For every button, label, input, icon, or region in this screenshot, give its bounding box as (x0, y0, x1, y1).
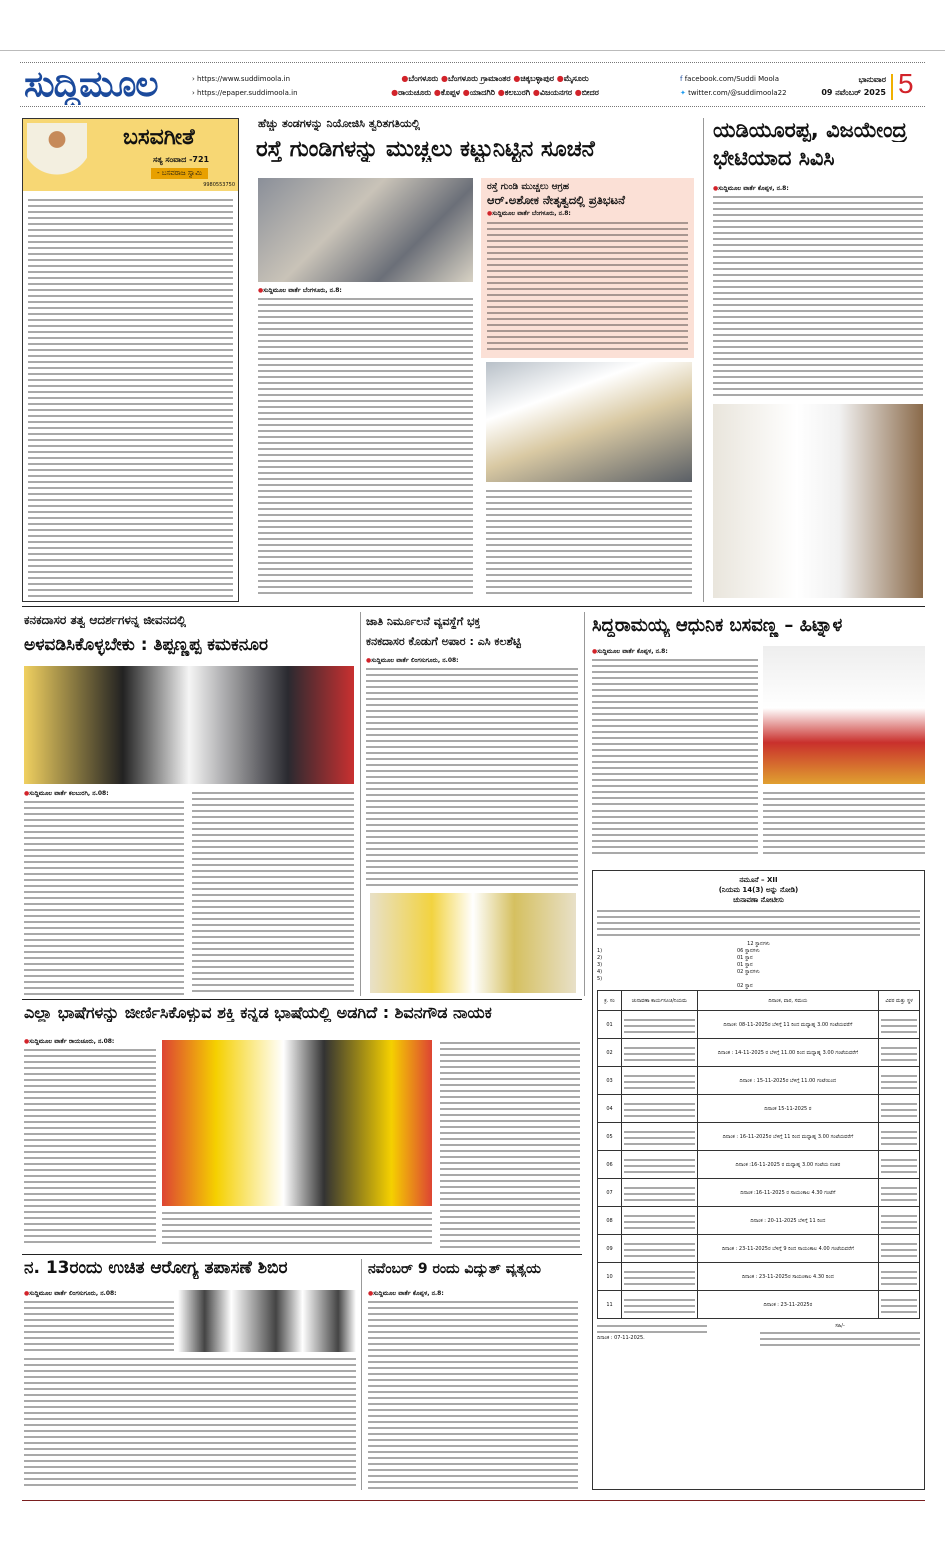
table-row (598, 1039, 920, 1067)
column-title: ಬಸವಗೀತೆ (123, 125, 195, 150)
signatory (760, 1330, 920, 1350)
facebook-icon: f (680, 75, 683, 83)
place-cell (879, 1151, 920, 1179)
column-body (28, 197, 233, 597)
row-number: 09 (598, 1235, 622, 1263)
dateline: ●ಸುದ್ದಿಮೂಲ ವಾರ್ತೆ ಲಿಂಗಸುಗೂರು, ನ.08: (24, 1290, 117, 1297)
seat-row (597, 983, 920, 990)
place-cell (879, 1123, 920, 1151)
date-cell: ದಿನಾಂಕ : 16-11-2025ರ ಬೆಳಿಗ್ಗೆ 11 ರಿಂದ ಮಧ್ಯಾಹ್ನ 3.00 ಗಂಟೆಯವರೆಗೆ (697, 1123, 879, 1151)
story-headline: ಎಲ್ಲಾ ಭಾಷೆಗಳನ್ನು ಜೀರ್ಣಿಸಿಕೊಳ್ಳುವ ಶಕ್ತಿ ಕನ್ನಡ ಭಾಷೆಯಲ್ಲಿ ಅಡಗಿದೆ : ಶಿವನಗೌಡ ನಾಯಕ (24, 1004, 492, 1022)
date-cell: ದಿನಾಂಕ :16-11-2025 ರ ಸಾಯಂಕಾಲ 4.30 ಗಂಟೆಗೆ (697, 1179, 879, 1207)
row-number: 10 (598, 1263, 622, 1291)
header-rule (20, 106, 925, 107)
story-body (592, 808, 758, 856)
column-divider (703, 118, 704, 602)
event-photo (162, 1040, 432, 1206)
row-number: 04 (598, 1095, 622, 1123)
section-rule (22, 1254, 582, 1255)
website-link[interactable]: › https://www.suddimoola.in (192, 75, 291, 83)
date-cell: ದಿನಾಂಕ : 20-11-2025 ಬೆಳಿಗ್ಗೆ 11 ರಿಂದ (697, 1207, 879, 1235)
crop-line (0, 50, 945, 51)
story-headline: ಭೇಟಿಯಾದ ಸಿವಿಸಿ (713, 146, 835, 170)
date-cell: ದಿನಾಂಕ : 23-11-2025ರ ಬೆಳಿಗ್ಗೆ 9 ರಿಂದ ಸಾಯಂಕಾಲ 4.00 ಗಂಟೆಯವರೆಗೆ (697, 1235, 879, 1263)
doctor-photos (178, 1290, 356, 1352)
agenda-cell (622, 1067, 698, 1095)
seat-category (597, 983, 737, 990)
column-header: ಚುನಾವಣಾ ಕಾರ್ಯಸೂಚಿ/ನಿಯಮ (622, 991, 698, 1011)
row-number: 01 (598, 1011, 622, 1039)
agenda-cell (622, 1291, 698, 1319)
agenda-cell (622, 1235, 698, 1263)
table-row (598, 1291, 920, 1319)
event-photo (370, 893, 576, 993)
seat-row (597, 976, 920, 983)
column-divider (584, 612, 585, 996)
seat-count: 02 ಸ್ಥಾನ (737, 983, 753, 989)
table-row (598, 1263, 920, 1291)
header-rule (20, 62, 925, 63)
story-headline: ನವೆಂಬರ್ 9 ರಂದು ವಿದ್ಯುತ್ ವ್ಯತ್ಯಯ (368, 1261, 541, 1277)
dateline: ●ಸುದ್ದಿಮೂಲ ವಾರ್ತೆ ಬೆಂಗಳೂರು, ನ.8: (487, 209, 571, 217)
story-body (713, 194, 923, 399)
story-body (24, 1356, 356, 1490)
schedule-table (597, 990, 920, 1319)
website-links (192, 72, 298, 100)
date-cell: ದಿನಾಂಕ 15-11-2025 ರ (697, 1095, 879, 1123)
story-body (486, 488, 692, 596)
table-row (598, 1235, 920, 1263)
seat-category: 2) (597, 955, 603, 961)
sidebar-story-box (481, 178, 694, 358)
place-cell (879, 1039, 920, 1067)
story-headline: ಅಳವಡಿಸಿಕೊಳ್ಳಬೇಕು : ತಿಪ್ಪಣ್ಣಪ್ಪ ಕಮಕನೂರ (24, 636, 268, 655)
event-photo (24, 666, 354, 784)
story-kicker: ಕನಕದಾಸರ ತತ್ವ ಆದರ್ಶಗಳನ್ನ ಜೀವನದಲ್ಲಿ (24, 614, 187, 627)
seat-count: 06 ಸ್ಥಾನಗಳು (737, 948, 760, 954)
story-body (24, 799, 184, 995)
facebook-link[interactable]: f facebook.com/Suddi Moola (680, 75, 779, 83)
story-body (366, 666, 578, 888)
place-cell (879, 1067, 920, 1095)
protest-photo (486, 362, 692, 482)
story-headline: ನ. 13ರಂದು ಉಚಿತ ಆರೋಗ್ಯ ತಪಾಸಣೆ ಶಿಬಿರ (24, 1259, 288, 1278)
table-row (598, 1179, 920, 1207)
story-kicker: ಹೆಚ್ಚು ತಂಡಗಳನ್ನು ನಿಯೋಜಿಸಿ ತ್ವರಿತಗತಿಯಲ್ಲಿ (258, 118, 421, 130)
story-body (440, 1040, 580, 1248)
story-body (24, 1299, 174, 1351)
election-notice (592, 870, 925, 1490)
notice-place (597, 1323, 707, 1335)
date-cell: ದಿನಾಂಕ : 23-11-2025ರ ಸಾಯಂಕಾಲ 4.30 ರಿಂದ (697, 1263, 879, 1291)
seat-row (597, 955, 920, 962)
table-row (598, 1095, 920, 1123)
dateline: ●ಸುದ್ದಿಮೂಲ ವಾರ್ತೆ ಕೊಪ್ಪಳ, ನ.8: (713, 185, 789, 192)
epaper-link[interactable]: › https://epaper.suddimoola.in (192, 89, 298, 97)
seat-category: 4) (597, 969, 603, 975)
table-row (598, 1123, 920, 1151)
story-headline: ಯಡಿಯೂರಪ್ಪ, ವಿಜಯೇಂದ್ರ (713, 118, 907, 142)
seat-count: 01 ಸ್ಥಾನ (737, 962, 753, 968)
story-body (487, 220, 688, 350)
row-number: 06 (598, 1151, 622, 1179)
row-number: 07 (598, 1179, 622, 1207)
story-body (763, 790, 925, 856)
place-cell (879, 1263, 920, 1291)
page-number: 5 (898, 68, 914, 99)
row-number: 11 (598, 1291, 622, 1319)
agenda-cell (622, 1011, 698, 1039)
dateline: ●ಸುದ್ದಿಮೂಲ ವಾರ್ತೆ ರಾಯಚೂರು, ನ.08: (24, 1038, 115, 1045)
seats-total: 12 ಸ್ಥಾನಗಳು (747, 941, 770, 947)
section-rule (22, 606, 925, 607)
dateline: ●ಸುದ್ದಿಮೂಲ ವಾರ್ತೆ ಕೊಪ್ಪಳ, ನ.8: (368, 1290, 444, 1297)
dateline: ●ಸುದ್ದಿಮೂಲ ವಾರ್ತೆ ಕೊಪ್ಪಳ, ನ.8: (592, 648, 668, 655)
story-body (368, 1299, 578, 1490)
place-cell (879, 1179, 920, 1207)
agenda-cell (622, 1123, 698, 1151)
notice-title: ನಮೂನೆ – XII (739, 876, 778, 884)
story-headline: ಕನಕದಾಸರ ಕೊಡುಗೆ ಅಪಾರ : ಎಸಿ ಕಲಶೆಟ್ಟಿ (366, 636, 521, 648)
notice-subtitle: (ನಿಯಮ 14(3) ಅನ್ನು ನೋಡಿ) (718, 886, 799, 894)
story-body (24, 1047, 156, 1247)
column-subtitle: ಸತ್ಯ ಸಂವಾದ -721 (153, 155, 210, 164)
story-photo (258, 178, 473, 282)
story-body (192, 790, 354, 995)
agenda-cell (622, 1179, 698, 1207)
agenda-cell (622, 1207, 698, 1235)
story-body (592, 657, 758, 805)
place-cell (879, 1235, 920, 1263)
author-illustration (27, 123, 87, 189)
divider (891, 74, 893, 100)
column-header: ಕ್ರ. ಸಂ (598, 991, 622, 1011)
story-headline: ರಸ್ತೆ ಗುಂಡಿಗಳನ್ನು ಮುಚ್ಚಲು ಕಟ್ಟುನಿಟ್ಟಿನ ಸೂಚನೆ (256, 137, 595, 162)
footer-rule (22, 1500, 925, 1501)
table-row (598, 1151, 920, 1179)
speaker-photo (763, 646, 925, 784)
table-row (598, 1011, 920, 1039)
column-divider (360, 612, 361, 996)
basava-column (22, 118, 239, 602)
seat-category: 1) (597, 948, 603, 954)
section-rule (22, 999, 582, 1000)
issue-date: ಭಾನುವಾರ 09 ನವೆಂಬರ್ 2025 (821, 75, 886, 97)
masthead-logo: ಸುದ್ದಿಮೂಲ (24, 64, 158, 105)
date-cell: ದಿನಾಂಕ : 14-11-2025 ರ ಬೆಳಿಗ್ಗೆ 11.00 ರಿಂದ ಮಧ್ಯಾಹ್ನ 3.00 ಗಂಟೆಯವರೆಗೆ (697, 1039, 879, 1067)
place-cell (879, 1291, 920, 1319)
place-cell (879, 1207, 920, 1235)
table-row (598, 1067, 920, 1095)
seat-count: 02 ಸ್ಥಾನಗಳು (737, 969, 760, 975)
row-number: 05 (598, 1123, 622, 1151)
notice-signature: ಸಹಿ/- (835, 1323, 845, 1329)
notice-heading: ಚುನಾವಣಾ ನೋಟೀಸು (733, 896, 784, 904)
story-body (258, 296, 473, 596)
story-headline: ಆರ್.ಅಶೋಕ ನೇತೃತ್ವದಲ್ಲಿ ಪ್ರತಿಭಟನೆ (487, 194, 626, 208)
place-cell (879, 1011, 920, 1039)
date-cell: ದಿನಾಂಕ : 15-11-2025ರ ಬೆಳಿಗ್ಗೆ 11.00 ಗಂಟೆಯಿಂದ (697, 1067, 879, 1095)
agenda-cell (622, 1151, 698, 1179)
agenda-cell (622, 1039, 698, 1067)
seat-list (597, 948, 920, 990)
seat-count: 01 ಸ್ಥಾನ (737, 955, 753, 961)
column-header: ದಿನಾಂಕ, ವಾರ, ಸಮಯ (697, 991, 879, 1011)
row-number: 03 (598, 1067, 622, 1095)
place-cell (879, 1095, 920, 1123)
row-number: 08 (598, 1207, 622, 1235)
seat-category: 3) (597, 962, 603, 968)
notice-date: ದಿನಾಂಕ : 07-11-2025. (597, 1335, 645, 1341)
story-kicker: ರಸ್ತೆ ಗುಂಡಿ ಮುಚ್ಚಲು ಆಗ್ರಹ (487, 182, 570, 192)
twitter-link[interactable]: ✦ twitter.com/@suddimoola22 (680, 89, 787, 97)
story-body (162, 1210, 432, 1248)
twitter-icon: ✦ (680, 89, 686, 97)
dateline: ●ಸುದ್ದಿಮೂಲ ವಾರ್ತೆ ಕಲಬುರಗಿ, ನ.08: (24, 790, 109, 797)
seat-category: 5) (597, 976, 603, 982)
dateline: ●ಸುದ್ದಿಮೂಲ ವಾರ್ತೆ ಲಿಂಗಸುಗೂರು, ನ.08: (366, 657, 459, 664)
seat-row (597, 948, 920, 955)
seat-row (597, 969, 920, 976)
social-links (680, 72, 787, 100)
agenda-cell (622, 1095, 698, 1123)
table-row (598, 1207, 920, 1235)
seat-row (597, 962, 920, 969)
meeting-photo (713, 404, 923, 598)
agenda-cell (622, 1263, 698, 1291)
row-number: 02 (598, 1039, 622, 1067)
date-cell: ದಿನಾಂಕ :16-11-2025 ರ ಮಧ್ಯಾಹ್ನ 3.00 ಗಂಟೆಯ ನಂತರ (697, 1151, 879, 1179)
editions-list: ●ಬೆಂಗಳೂರು ●ಬೆಂಗಳೂರು ಗ್ರಾಮಾಂತರ ●ಚಿಕ್ಕಬಳ್ಳಾಪುರ ●ಮೈಸೂರು ●ರಾಯಚೂರು ●ಕೊಪ್ಪಳ ●ಯಾದಗಿರಿ ●ಕಲಬುರಗಿ ●ವಿಜಯನಗರ ●ಬೀದರ (391, 74, 599, 97)
column-author: - ಬಸವರಾಜ ಸ್ವಾಮಿ (151, 168, 208, 179)
basava-banner (23, 119, 238, 191)
column-divider (361, 1259, 362, 1490)
date-cell: ದಿನಾಂಕ : 23-11-2025ರ (697, 1291, 879, 1319)
author-phone: 9980553750 (203, 182, 235, 188)
column-header: ವಿವರ ಮತ್ತು ಸ್ಥಳ (879, 991, 920, 1011)
dateline: ●ಸುದ್ದಿಮೂಲ ವಾರ್ತೆ ಬೆಂಗಳೂರು, ನ.8: (258, 287, 342, 294)
story-headline: ಜಾತಿ ನಿರ್ಮೂಲನೆ ವ್ಯವಸ್ಥೆಗೆ ಭಕ್ತ (366, 616, 481, 628)
story-headline: ಸಿದ್ದರಾಮಯ್ಯ ಆಧುನಿಕ ಬಸವಣ್ಣ – ಹಿಟ್ನಾಳ (592, 616, 843, 636)
notice-body (597, 908, 920, 938)
date-cell: ದಿನಾಂಕ: 08-11-2025ರ ಬೆಳಿಗ್ಗೆ 11 ರಿಂದ ಮಧ್ಯಾಹ್ನ 3.00 ಗಂಟೆಯವರೆಗೆ (697, 1011, 879, 1039)
